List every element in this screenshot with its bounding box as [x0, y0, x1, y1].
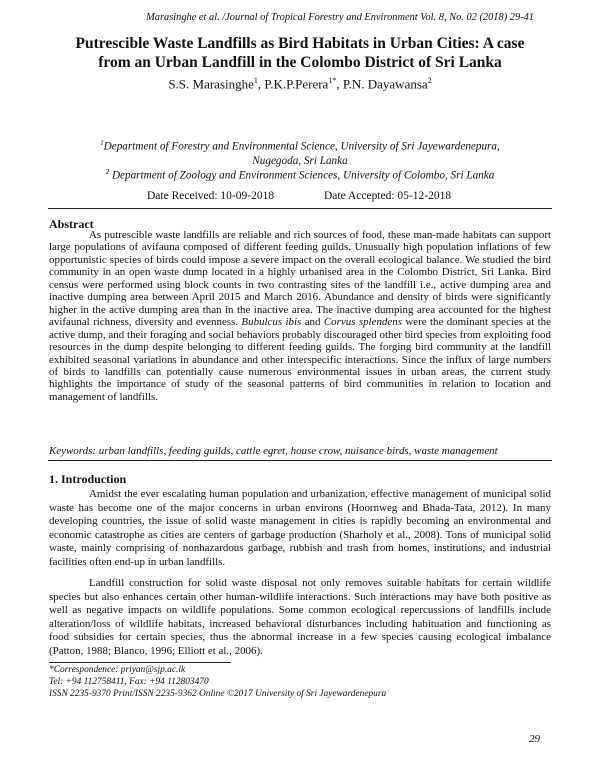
abstract-heading: Abstract	[49, 217, 94, 231]
title-line-1: Putrescible Waste Landfills as Bird Habitats in Urban Cities: A case	[75, 35, 525, 52]
paper-title	[60, 34, 540, 72]
author-sup: 1*	[328, 76, 337, 85]
author-name: S.S. Marasinghe	[168, 76, 254, 92]
keywords-label: Keywords	[49, 445, 93, 457]
keywords-divider	[48, 460, 552, 461]
author-sup: 2	[427, 76, 432, 85]
issn-footnote: ISSN 2235-9370 Print/ISSN 2235-9362 Online ©2017 University of Sri Jayewardenepura	[49, 689, 387, 699]
author-list: S.S. Marasinghe$^1$, P.K.P.Perera$^{1*}$, P.N. Dayawansa$^2$	[168, 76, 432, 92]
intro-paragraph-1: Amidst the ever escalating human population and urbanization, effective management of municipal solid waste has become one of the major concerns in urban environs (Hoornweg and Bhada-Tata, 2012). In many developing countries, the issue of solid waste management in cities is rapidly becoming an environmental and economic catastrophe as cities are centers of garbage production (Sharholy et al., 2008). Tons of municipal solid waste, mainly comprising of nonhazardous garbage, rubbish and trash from homes, institutions, and industrial facilities often end-up in urban landfills.	[49, 488, 551, 568]
date-accepted: Date Accepted: 05-12-2018	[324, 190, 452, 202]
title-line-2: from an Urban Landfill in the Colombo District of Sri Lanka	[98, 54, 502, 71]
keywords-text: : urban landfills, feeding guilds, cattle egret, house crow, nuisance birds, waste management	[92, 445, 498, 457]
species-name: Bubulcus ibis	[241, 316, 302, 329]
correspondence-footnote: *Correspondence: priyan@sjp.ac.lk	[49, 665, 186, 675]
date-received: Date Received: 10-09-2018	[147, 190, 275, 202]
keywords	[49, 445, 551, 457]
author-sup: 1	[253, 76, 258, 85]
abstract-body: As putrescible waste landfills are reliable and rich sources of food, these man-made habitats can support large populations of avifauna composed of different feeding guilds. Unusually high population inflations of few opportunistic species of birds could impose a severe impact on the overall ecological balance. We studied the bird community in an open waste dump located in a highly urbanised area in the Colombo District, Sri Lanka. Bird census were performed using block counts in two contrasting sites of the landfill i.e., active dumping area and inactive dumping area between April 2015 and March 2016. Abundance and density of birds were significantly higher in the active dumping area than in the inactive area. The inactive dumping area accounted for the highest avifaunal richness, diversity and evenness. Bubulcus ibis and Corvus splendens were the dominant species at the active dump, and their foraging and social behaviors probably discouraged other bird species from exploiting food resources in the dump despite belonging to different feeding guilds. The forging bird community at the landfill exhibited seasonal variations in abundance and other interspecific interactions. Since the influx of large numbers of birds to landfills can potentially cause numerous environmental issues in urban areas, the current study highlights the importance of study of the seasonal patterns of bird communities in relation to location and management of landfills.	[49, 229, 551, 403]
author-name: P.N. Dayawansa	[342, 76, 428, 92]
affiliation-2: $^2$ Department of Zoology and Environment Sciences, University of Colombo, Sri Lanka	[105, 168, 495, 182]
footnote-divider	[49, 662, 231, 663]
journal-running-header: Marasinghe et al. /Journal of Tropical Forestry and Environment Vol. 8, No. 02 (2018) 29-41	[146, 12, 534, 23]
affiliation-1: $^1$Department of Forestry and Environmental Science, University of Sri Jayewardenepura, Nugegoda, Sri Lanka	[100, 139, 500, 168]
section-heading: 1. Introduction	[49, 472, 127, 486]
header-divider	[48, 208, 552, 209]
intro-paragraph-2: Landfill construction for solid waste disposal not only removes suitable habitats for certain wildlife species but also enhances certain other human-wildlife interactions. Such interactions may have both positive as well as negative impacts on wildlife populations. Some common ecological repercussions of landfills include alteration/loss of wildlife habitats, increased behavioral disturbances including habituation and functioning as food subsidies for certain species, thus the abnormal increase in a few species causing ecological imbalance (Patton, 1988; Blanco, 1996; Elliott et al., 2006).	[49, 577, 551, 657]
author-name: P.K.P.Perera	[264, 76, 329, 92]
species-name: Corvus splendens	[323, 316, 402, 329]
contact-footnote: Tel: +94 112758411, Fax: +94 112803470	[49, 677, 209, 687]
page-number: 29	[529, 733, 540, 745]
